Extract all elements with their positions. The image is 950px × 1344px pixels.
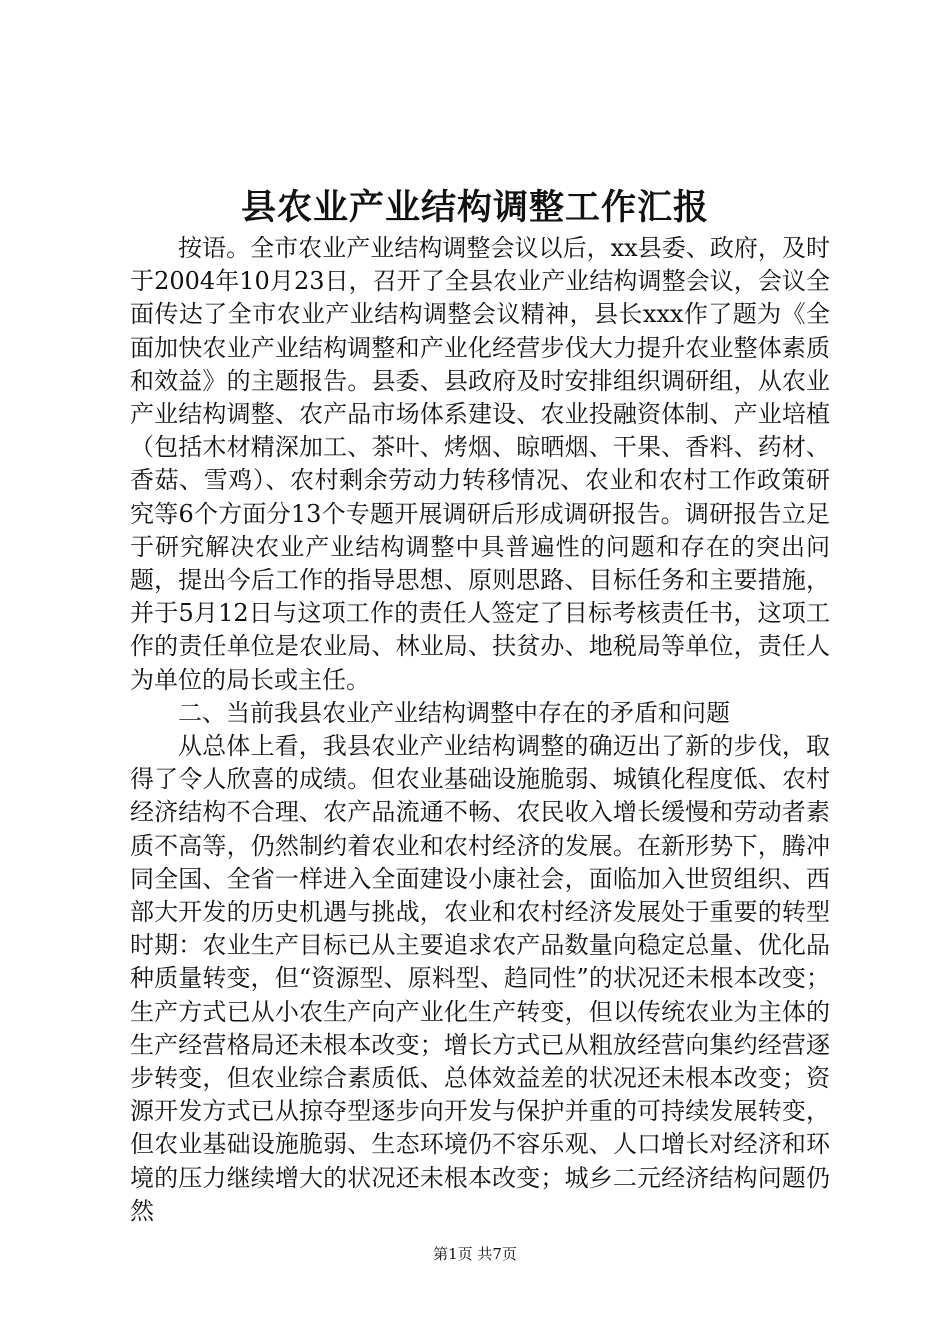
document-body [130, 232, 830, 1228]
document-title: 县农业产业结构调整工作汇报 [240, 187, 709, 228]
section-heading-2: 二、当前我县农业产业结构调整中存在的矛盾和问题 [178, 698, 730, 727]
paragraph-overview: 从总体上看，我县农业产业结构调整的确迈出了新的步伐，取得了令人欣喜的成绩。但农业基础设施脆弱、城镇化程度低、农村经济结构不合理、农产品流通不畅、农民收入增长缓慢和劳动者素质不高等，仍然制约着农业和农村经济的发展。在新形势下，腾冲同全国、全省一样进入全面建设小康社会，面临加入世贸组织、西部大开发的历史机遇与挑战，农业和农村经济发展处于重要的转型时期：农业生产目标已从主要追求农产品数量向稳定总量、优化品种质量转变，但“资源型、原料型、趋同性”的状况还未根本改变；生产方式已从小农生产向产业化生产转变，但以传统农业为主体的生产经营格局还未根本改变；增长方式已从粗放经营向集约经营逐步转变，但农业综合素质低、总体效益差的状况还未根本改变；资源开发方式已从掠夺型逐步向开发与保护并重的可持续发展转变，但农业基础设施脆弱、生态环境仍不容乐观、人口增长对经济和环境的压力继续增大的状况还未根本改变；城乡二元经济结构问题仍然 [130, 732, 830, 1225]
page-footer: 第1页 共7页 [433, 1245, 517, 1263]
paragraph-preface: 按语。全市农业产业结构调整会议以后，xx县委、政府，及时于2004年10月23日，召开了全县农业产业结构调整会议，会议全面传达了全市农业产业结构调整会议精神，县长xxx作了题为《全面加快农业产业结构调整和产业化经营步伐大力提升农业整体素质和效益》的主题报告。县委、县政府及时安排组织调研组，从农业产业结构调整、农产品市场体系建设、农业投融资体制、产业培植（包括木材精深加工、茶叶、烤烟、晾晒烟、干果、香料、药材、香菇、雪鸡）、农村剩余劳动力转移情况、农业和农村工作政策研究等6个方面分13个专题开展调研后形成调研报告。调研报告立足于研究解决农业产业结构调整中具普遍性的问题和存在的突出问题，提出今后工作的指导思想、原则思路、目标任务和主要措施，并于5月12日与这项工作的责任人签定了目标考核责任书，这项工作的责任单位是农业局、林业局、扶贫办、地税局等单位，责任人为单位的局长或主任。 [130, 234, 830, 694]
